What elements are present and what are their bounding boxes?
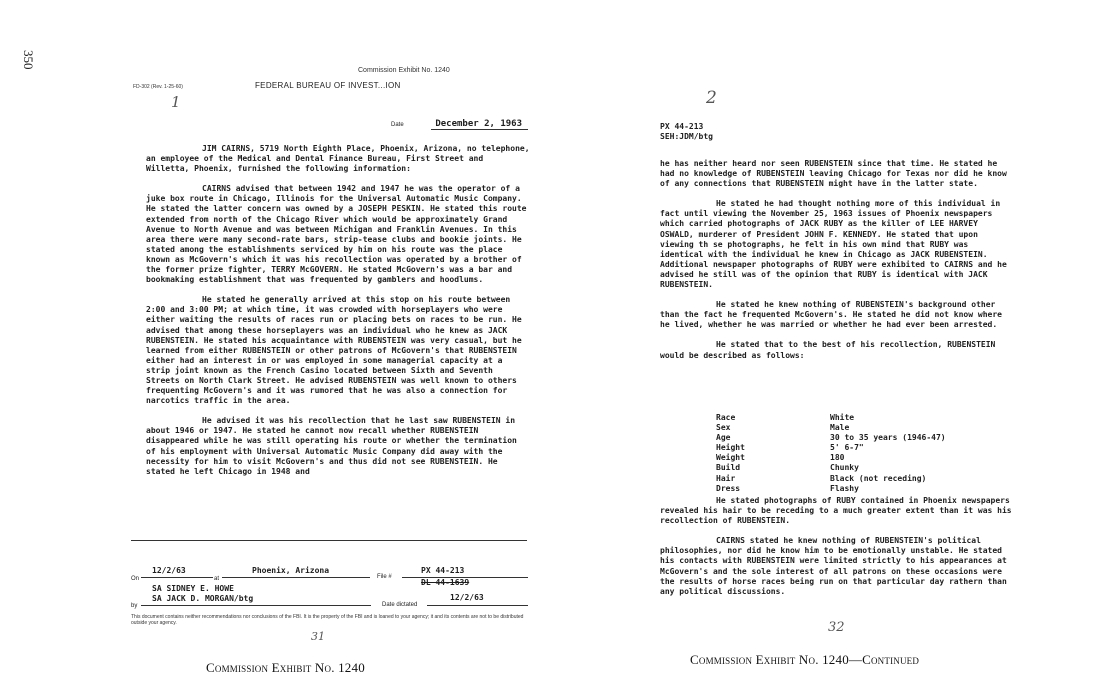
- paragraph: CAIRNS stated he knew nothing of RUBENSTEIN's political philosophies, nor did he know him to be emotionally unstable. He stated his contacts with RUBENSTEIN were limited strictly to his appearances at McGovern's and the sole interest of all patrons on these occasions were the results of horse races being run on that particular day rathern than any political discussions.: [660, 536, 1007, 596]
- description-row: [716, 433, 946, 443]
- file-value-1: PX 44-213: [421, 566, 465, 575]
- handwritten-page-number: 1: [171, 93, 181, 111]
- date-label: Date: [391, 122, 404, 128]
- description-label: Hair: [716, 473, 736, 483]
- description-value: Chunky: [830, 463, 859, 473]
- paragraph: He stated he had thought nothing more of this individual in fact until viewing the November 25, 1963 issues of Phoenix newspapers which carried photographs of JACK RUBY as the killer of LEE HARVEY OSWALD, murderer of President JOHN F. KENNEDY. He stated that upon viewing th se photographs, he felt in his own mind that RUBY was identical with the individual he knew in Chicago as JACK RUBENSTEIN. Additional newspaper photographs of RUBY were exhibited to CAIRNS and he advised he still was of the opinion that RUBY is identical with JACK RUBENSTEIN.: [660, 199, 1007, 290]
- on-value: 12/2/63: [152, 566, 186, 575]
- paragraph: he has neither heard nor seen RUBENSTEIN since that time. He stated he had no knowledge of RUBENSTEIN leaving Chicago for Texas nor did he know of any connections that RUBENSTEIN might have in the latter state.: [660, 159, 1007, 189]
- paragraph: He advised it was his recollection that he last saw RUBENSTEIN in about 1946 or 1947. He stated he cannot now recall whether RUBENSTEIN disappeared while he was still operating his route or whether the termination of his employment with Universal Automatic Music Company did away with the necessity for him to visit McGovern's and thus did not see RUBENSTEIN. He stated he left Chicago in 1948 and: [146, 416, 517, 476]
- description-value: White: [830, 413, 855, 422]
- date-dictated-underline: [427, 605, 528, 606]
- disclaimer: This document contains neither recommendations nor conclusions of the FBI. It is the property of the FBI and is loaned to your agency; it and its contents are not to be distributed outside your agency.: [131, 614, 524, 626]
- handwritten-page-number: 2: [706, 88, 717, 108]
- file-label: File #: [377, 574, 392, 580]
- left-caption: Commission Exhibit No. 1240: [206, 660, 365, 675]
- on-label: On: [131, 576, 140, 582]
- description-label: Sex: [716, 423, 731, 433]
- date-dictated-value: 12/2/63: [450, 593, 484, 602]
- description-value: Male: [830, 423, 850, 433]
- footer-divider: [131, 540, 527, 541]
- description-row: [716, 474, 946, 484]
- margin-page-number: 350: [21, 50, 36, 70]
- description-label: Race: [716, 413, 736, 422]
- description-value: 30 to 35 years (1946-47): [830, 433, 946, 443]
- agent-1: SA SIDNEY E. HOWE: [152, 584, 234, 593]
- description-row: [716, 423, 946, 433]
- description-value: Black (not receding): [830, 473, 927, 483]
- description-row: [716, 484, 946, 494]
- description-value: 180: [830, 453, 845, 463]
- description-value: Flashy: [830, 483, 859, 493]
- description-label: Dress: [716, 483, 741, 493]
- bureau-heading: FEDERAL BUREAU OF INVEST...ION: [255, 81, 401, 90]
- description-table: [716, 413, 946, 494]
- right-caption: Commission Exhibit No. 1240—Continued: [690, 652, 920, 667]
- paragraph: CAIRNS advised that between 1942 and 1947 he was the operator of a juke box route in Chicago, Illinois for the Universal Automatic Music Company. He stated the latter concern was owned by a JOSEPH PESKIN. He stated this route extended from north of the Chicago River which would be approximately Grand Avenue to North Avenue and was between Michigan and Franklin Avenues. In this area there were many second-rate bars, strip-tease clubs and bookie joints. He stated among the establishments serviced by him on his route was the place known as McGovern's which it was his recollection was operated by a brother of the former prize fighter, TERRY McGOVERN. He stated McGovern's was a bar and bookmaking establishment that was frequented by gamblers and hoodlums.: [146, 184, 527, 285]
- description-label: Age: [716, 433, 731, 443]
- description-row: [716, 413, 946, 423]
- description-row: [716, 443, 946, 453]
- description-label: Height: [716, 443, 745, 453]
- paragraph: JIM CAIRNS, 5719 North Eighth Place, Phoenix, Arizona, no telephone, an employee of the Medical and Dental Finance Bureau, First Street and Willetta, Phoenix, furnished the following information:: [146, 144, 530, 174]
- form-number: FD-302 (Rev. 1-25-60): [133, 84, 183, 90]
- on-underline: [141, 577, 213, 578]
- file-ref-2: SEH:JDM/btg: [660, 132, 713, 141]
- paragraph: He stated photographs of RUBY contained in Phoenix newspapers revealed his hair to be receding to a much greater extent than it was his recollection of RUBENSTEIN.: [660, 496, 1012, 526]
- date-dictated-label: Date dictated: [382, 602, 418, 608]
- paragraph: He stated that to the best of his recollection, RUBENSTEIN would be described as follows:: [660, 340, 996, 360]
- handwritten-bottom-number: 32: [828, 620, 845, 635]
- description-label: Weight: [716, 453, 745, 463]
- at-label: at: [214, 576, 220, 582]
- description-label: Build: [716, 463, 741, 473]
- right-body-top: [660, 159, 1012, 361]
- description-value: 5' 6-7": [830, 443, 864, 453]
- agent-2: SA JACK D. MORGAN/btg: [152, 594, 254, 603]
- paragraph: He stated he knew nothing of RUBENSTEIN's background other than the fact he frequented McGovern's. He stated he did not know where he lived, whether he was married or whether he had ever been arrested.: [660, 300, 1002, 330]
- file-value-2: DL 44-1639: [421, 578, 470, 587]
- by-label: by: [131, 603, 138, 609]
- handwritten-bottom-number: 31: [311, 630, 325, 643]
- date-line: [391, 111, 531, 130]
- paragraph: He stated he generally arrived at this stop on his route between 2:00 and 3:00 PM; at which time, it was crowded with horseplayers who were either waiting the results of races run or placing bets on races to be run. He advised that among these horseplayers was an individual who he knew as JACK RUBENSTEIN. He stated his acquaintance with RUBENSTEIN was very casual, but he learned from either RUBENSTEIN or other patrons of McGovern's that RUBENSTEIN either had an interest in or was employed in some managerial capacity at a strip joint known as the French Casino located between Sixth and Seventh Streets on North Clark Street. He advised RUBENSTEIN was well known to others frequenting McGovern's and it was rumored that he was also a connection for narcotics traffic in the area.: [146, 295, 522, 406]
- at-underline: [222, 577, 370, 578]
- at-value: Phoenix, Arizona: [252, 566, 330, 575]
- description-row: [716, 453, 946, 463]
- by-underline: [141, 605, 371, 606]
- exhibit-header: Commission Exhibit No. 1240: [358, 67, 450, 74]
- right-body-bottom: [660, 496, 1012, 597]
- left-body: [146, 144, 530, 477]
- date-value: December 2, 1963: [431, 119, 528, 130]
- file-ref-1: PX 44-213: [660, 122, 704, 131]
- description-row: [716, 463, 946, 473]
